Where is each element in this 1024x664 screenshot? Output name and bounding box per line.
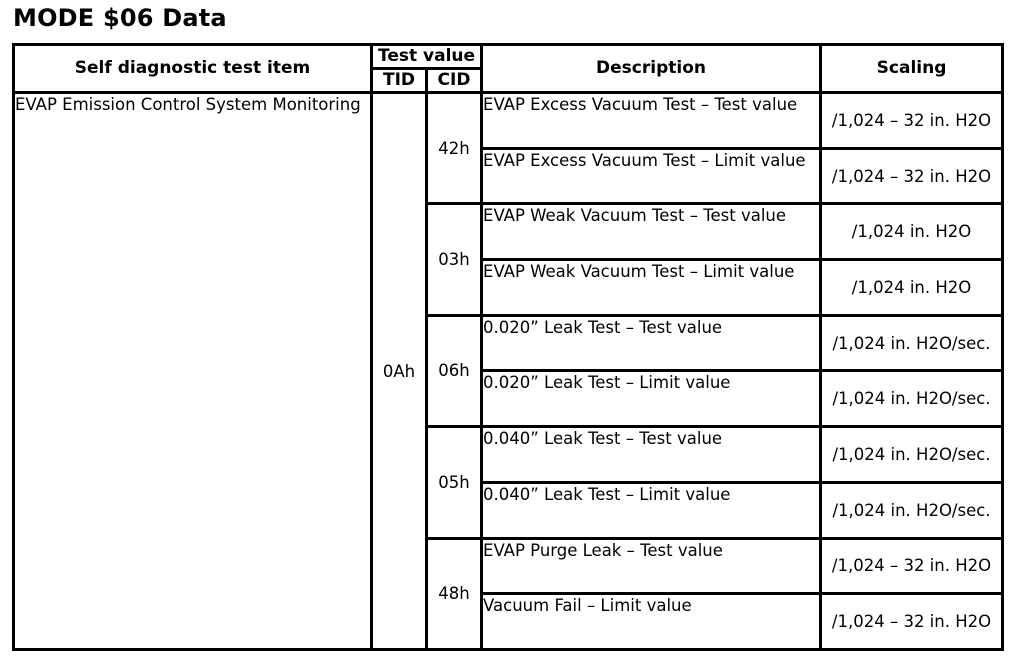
cid-cell: 03h <box>427 204 482 315</box>
scaling-cell: /1,024 in. H2O/sec. <box>821 482 1003 538</box>
description-cell: EVAP Excess Vacuum Test – Test value <box>482 93 821 149</box>
tid-cell: 0Ah <box>372 93 427 650</box>
cid-cell: 05h <box>427 427 482 538</box>
scaling-cell: /1,024 in. H2O/sec. <box>821 371 1003 427</box>
scaling-cell: /1,024 – 32 in. H2O <box>821 538 1003 594</box>
table-row <box>14 93 1003 149</box>
page-title: MODE $06 Data <box>13 4 227 32</box>
mode06-data-table <box>12 43 1004 651</box>
header-tid: TID <box>372 69 427 93</box>
header-description: Description <box>482 45 821 93</box>
description-cell: Vacuum Fail – Limit value <box>482 594 821 650</box>
scaling-cell: /1,024 – 32 in. H2O <box>821 148 1003 204</box>
description-cell: 0.020” Leak Test – Limit value <box>482 371 821 427</box>
cid-cell: 06h <box>427 315 482 426</box>
cid-cell: 42h <box>427 93 482 204</box>
description-cell: EVAP Purge Leak – Test value <box>482 538 821 594</box>
scaling-cell: /1,024 in. H2O <box>821 204 1003 260</box>
description-cell: 0.040” Leak Test – Test value <box>482 427 821 483</box>
scaling-cell: /1,024 in. H2O <box>821 260 1003 316</box>
cid-cell: 48h <box>427 538 482 650</box>
scaling-cell: /1,024 in. H2O/sec. <box>821 427 1003 483</box>
header-cid: CID <box>427 69 482 93</box>
description-cell: EVAP Weak Vacuum Test – Limit value <box>482 260 821 316</box>
description-cell: EVAP Weak Vacuum Test – Test value <box>482 204 821 260</box>
header-scaling: Scaling <box>821 45 1003 93</box>
test-item-cell: EVAP Emission Control System Monitoring <box>14 93 372 650</box>
scaling-cell: /1,024 – 32 in. H2O <box>821 594 1003 650</box>
scaling-cell: /1,024 in. H2O/sec. <box>821 315 1003 371</box>
header-self-diagnostic-test-item: Self diagnostic test item <box>14 45 372 93</box>
description-cell: 0.020” Leak Test – Test value <box>482 315 821 371</box>
description-cell: 0.040” Leak Test – Limit value <box>482 482 821 538</box>
description-cell: EVAP Excess Vacuum Test – Limit value <box>482 148 821 204</box>
header-test-value: Test value <box>372 45 482 69</box>
scaling-cell: /1,024 – 32 in. H2O <box>821 93 1003 149</box>
